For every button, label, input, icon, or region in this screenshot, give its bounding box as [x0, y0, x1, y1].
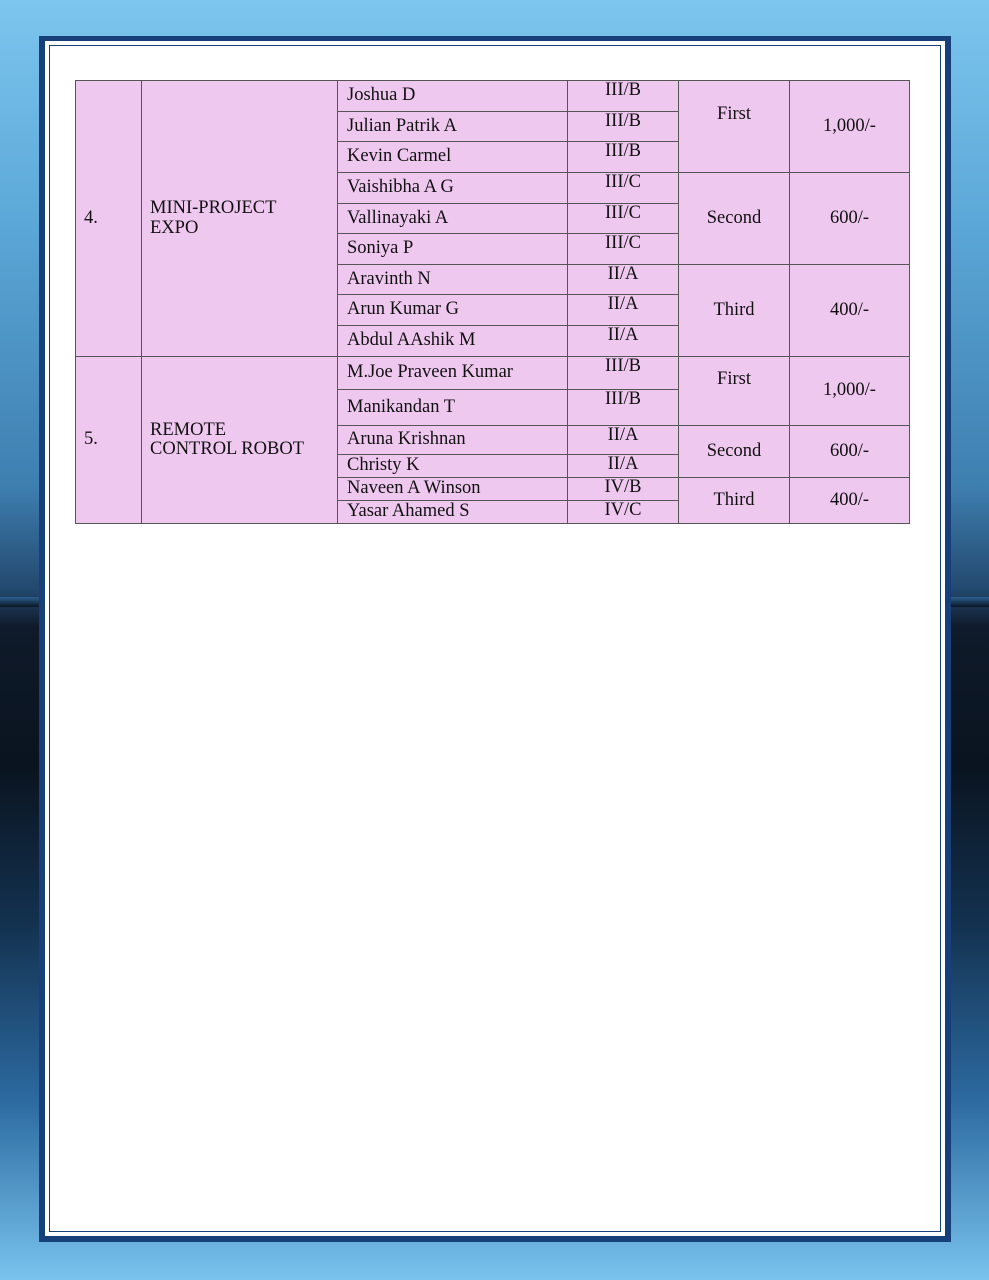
table-row — [76, 357, 910, 390]
class-cell: III/B — [568, 112, 679, 142]
student-name-cell: M.Joe Praveen Kumar — [338, 357, 568, 390]
table-row — [76, 81, 910, 112]
class-cell: III/B — [568, 81, 679, 112]
student-name-cell: Christy K — [338, 455, 568, 478]
class-cell: II/A — [568, 265, 679, 295]
serial-number-cell: 5. — [76, 357, 142, 524]
student-name-cell: Kevin Carmel — [338, 142, 568, 173]
event-name-cell — [142, 357, 338, 524]
amount-cell: 1,000/- — [790, 81, 910, 173]
student-name-cell: Soniya P — [338, 234, 568, 265]
amount-cell: 600/- — [790, 426, 910, 478]
event-name-cell — [142, 81, 338, 357]
amount-cell: 400/- — [790, 478, 910, 524]
student-name-cell: Arun Kumar G — [338, 295, 568, 326]
event-name-line1: REMOTE — [150, 419, 227, 440]
class-cell: II/A — [568, 326, 679, 357]
awards-table — [75, 80, 910, 524]
class-cell: III/C — [568, 234, 679, 265]
class-cell: II/A — [568, 455, 679, 478]
class-cell: II/A — [568, 295, 679, 326]
student-name-cell: Manikandan T — [338, 390, 568, 426]
student-name-cell: Joshua D — [338, 81, 568, 112]
amount-cell: 1,000/- — [790, 357, 910, 426]
prize-cell: First — [679, 357, 790, 426]
class-cell: IV/C — [568, 501, 679, 524]
student-name-cell: Julian Patrik A — [338, 112, 568, 142]
class-cell: II/A — [568, 426, 679, 455]
student-name-cell: Yasar Ahamed S — [338, 501, 568, 524]
prize-cell: Third — [679, 478, 790, 524]
class-cell: III/B — [568, 390, 679, 426]
class-cell: III/C — [568, 204, 679, 234]
prize-cell: Third — [679, 265, 790, 357]
amount-cell: 600/- — [790, 173, 910, 265]
student-name-cell: Naveen A Winson — [338, 478, 568, 501]
student-name-cell: Vallinayaki A — [338, 204, 568, 234]
student-name-cell: Aravinth N — [338, 265, 568, 295]
student-name-cell: Abdul AAshik M — [338, 326, 568, 357]
prize-cell: Second — [679, 426, 790, 478]
class-cell: III/C — [568, 173, 679, 204]
student-name-cell: Vaishibha A G — [338, 173, 568, 204]
prize-cell: Second — [679, 173, 790, 265]
class-cell: III/B — [568, 142, 679, 173]
amount-cell: 400/- — [790, 265, 910, 357]
event-name-line2: EXPO — [150, 217, 199, 238]
student-name-cell: Aruna Krishnan — [338, 426, 568, 455]
event-name-line1: MINI-PROJECT — [150, 198, 277, 219]
event-name-line2: CONTROL ROBOT — [150, 439, 304, 459]
serial-number-cell: 4. — [76, 81, 142, 357]
prize-cell: First — [679, 81, 790, 173]
class-cell: III/B — [568, 357, 679, 390]
class-cell: IV/B — [568, 478, 679, 501]
